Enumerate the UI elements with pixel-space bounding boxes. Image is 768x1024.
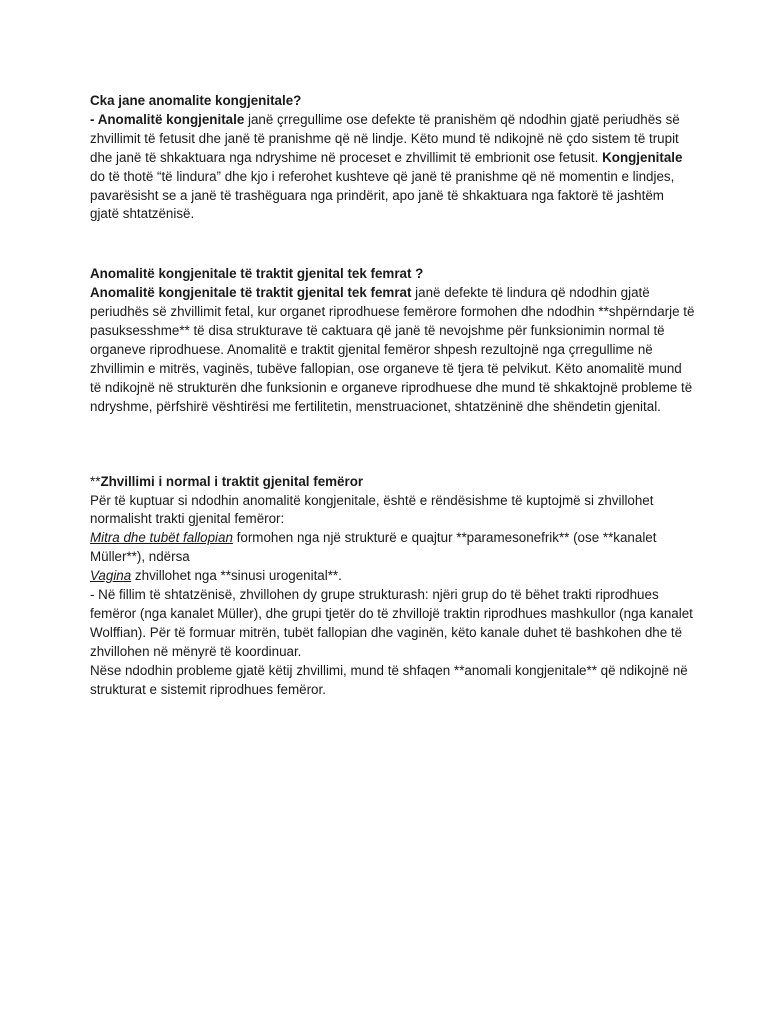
section-3-text-1: formohen nga një strukturë e quajtur **paramesonefrik** (ose **kanalet Müller**), ndërsa [90,530,657,565]
section-1-text-2: do të thotë “të lindura” dhe kjo i referohet kushteve që janë të pranishme që në momentin e lindjes, pavarësisht se a janë të trashëguara nga prindërit, apo janë të shkaktuara nga faktorë të jashtëm gjatë shtatzënisë. [90,168,675,222]
section-3-text-2: zhvillohet nga **sinusi urogenital**. [131,568,342,584]
section-1-text-1: janë çrregullime ose defekte të pranishëm që ndodhin gjatë periudhës së zhvillimit të fetusit dhe janë të pranishme që në lindje. Këto mund të ndikojnë në çdo sistem të trupit dhe janë të shkaktuara nga ndryshime në proceset e zhvillimit të embrionit ose fetusit. [90,111,680,165]
term-mitra-tubet: Mitra dhe tubët fallopian [90,530,233,546]
section-2-heading: Anomalitë kongjenitale të traktit gjenital tek femrat ? [90,266,424,282]
section-3-heading: Zhvillimi i normal i traktit gjenital femëror [100,473,364,489]
section-1 [90,92,695,224]
section-2 [90,265,695,416]
term-anomalite-traktit: Anomalitë kongjenitale të traktit gjenital tek femrat [90,285,412,301]
section-3-intro: Për të kuptuar si ndodhin anomalitë kongjenitale, është e rëndësishme të kuptojmë si zhvillohet normalisht trakti gjenital femëror: [90,492,654,527]
document-page [90,92,695,699]
dash: - [90,111,98,127]
term-kongjenitale: Kongjenitale [602,149,683,165]
section-1-heading: Cka jane anomalite kongjenitale? [90,93,302,108]
section-3-text-3: - Në fillim të shtatzënisë, zhvillohen dy grupe strukturash: njëri grup do të bëhet trakti riprodhues femëror (nga kanalet Müller), dhe grupi tjetër do të zhvillojë traktin riprodhues mashkullor (nga kanalet Wolffian). Për të formuar mitrën, tubët fallopian dhe vaginën, këto kanale duhet të bashkohen dhe të zhvillohen në mënyrë të koordinuar. [90,587,693,659]
section-3-text-4: Nëse ndodhin probleme gjatë këtij zhvillimi, mund të shfaqen **anomali kongjenitale** që ndikojnë në strukturat e sistemit riprodhues femëror. [90,662,688,697]
section-2-text-1: janë defekte të lindura që ndodhin gjatë periudhës së zhvillimit fetal, kur organet riprodhuese femërore formohen dhe ndodhin **shpërndarje të pasuksesshme** të disa strukturave të caktuara që janë të nevojshme për funksionimin normal të organeve riprodhuese. Anomalitë e traktit gjenital femëror shpesh rezultojnë nga çrregullime në zhvillimin e mitrës, vaginës, tubëve fallopian, ose organeve të tjera të pelvikut. Këto anomalitë mund të ndikojnë në strukturën dhe funksionin e organeve riprodhuese dhe mund të shkaktojnë probleme të ndryshme, përfshirë vështirësi me fertilitetin, menstruacionet, shtatzëninë dhe shëndetin gjenital. [90,285,695,414]
section-3 [90,473,695,700]
term-vagina: Vagina [90,568,132,584]
heading-prefix: ** [90,473,101,489]
term-anomalite-kongjenitale: Anomalitë kongjenitale [97,111,245,127]
